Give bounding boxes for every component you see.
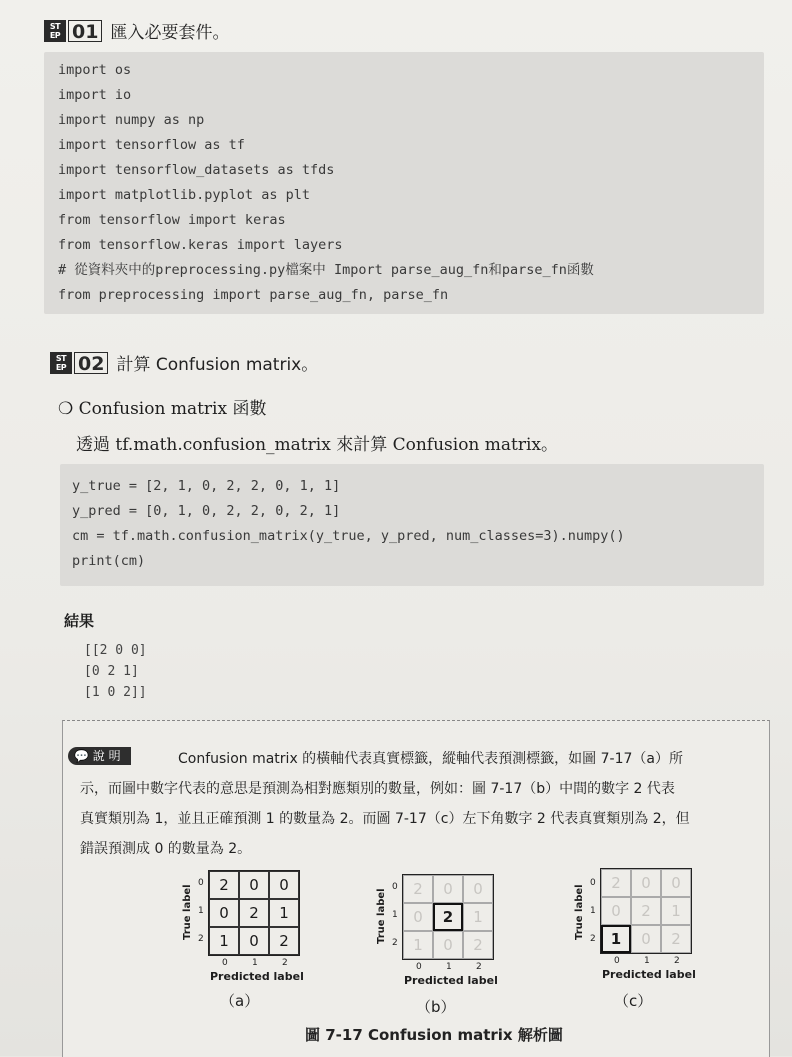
matrix-cell: 2: [269, 927, 299, 955]
step-badge-top: ST: [55, 353, 67, 363]
comment-part: parse_fn: [501, 262, 567, 278]
y-tick: 2: [198, 934, 204, 944]
y-axis-label: True label: [182, 884, 193, 940]
y-tick: 0: [392, 882, 398, 892]
y-tick: 2: [392, 938, 398, 948]
comment-part: 從資料夾中的: [74, 262, 156, 278]
step-number: 02: [74, 352, 108, 374]
matrix-cell: 0: [209, 899, 239, 927]
matrix-cell: 2: [209, 871, 239, 899]
step-title: 計算 Confusion matrix。: [116, 355, 319, 375]
confusion-matrix: [402, 874, 494, 960]
note-badge-label: 說 明: [92, 749, 121, 763]
figure-c: [570, 864, 720, 1014]
matrix-cell-highlighted: 2: [433, 903, 463, 931]
note-line: 示，而圖中數字代表的意思是預測為相對應類別的數量，例如：圖 7-17（b）中間的數字 2 代表: [80, 781, 675, 797]
comment-part: preprocessing.py: [155, 262, 286, 278]
step-badge: [44, 20, 66, 42]
matrix-cell: 0: [403, 903, 433, 931]
matrix-cell: 0: [601, 897, 631, 925]
comment-part: Import parse_aug_fn: [325, 262, 489, 278]
result-line: [0 2 1]: [84, 664, 139, 679]
step-badge: [50, 352, 72, 374]
x-tick: 2: [674, 956, 680, 966]
result-line: [[2 0 0]: [84, 643, 147, 658]
matrix-cell: 2: [661, 925, 691, 953]
x-axis-label: Predicted label: [602, 968, 696, 981]
code-line: import os: [58, 62, 132, 78]
figure-b: [372, 872, 522, 1022]
step-01-heading: [44, 18, 229, 43]
step-badge-bottom: EP: [55, 362, 67, 372]
subfigure-caption: （c）: [614, 992, 653, 1010]
code-block-confusion: [60, 464, 764, 586]
step-badge-bottom: EP: [49, 30, 61, 40]
x-axis-label: Predicted label: [404, 974, 498, 987]
note-line: 錯誤預測成 0 的數量為 2。: [80, 841, 252, 857]
code-line: y_pred = [0, 1, 0, 2, 2, 0, 2, 1]: [72, 503, 341, 519]
matrix-cell: 2: [631, 897, 661, 925]
code-line: y_true = [2, 1, 0, 2, 2, 0, 1, 1]: [72, 478, 341, 494]
code-line: import numpy as np: [58, 112, 205, 128]
code-line: import io: [58, 87, 132, 103]
subfigure-caption: （b）: [416, 998, 456, 1016]
y-tick: 1: [392, 910, 398, 920]
subfigure-caption: （a）: [220, 992, 260, 1010]
x-tick: 0: [614, 956, 620, 966]
body-paragraph: 透過 tf.math.confusion_matrix 來計算 Confusion matrix。: [76, 435, 559, 455]
y-axis-label: True label: [376, 888, 387, 944]
code-line: cm = tf.math.confusion_matrix(y_true, y_pred, num_classes=3).numpy(): [72, 528, 625, 544]
speech-bubble-icon: 💬: [74, 749, 89, 763]
confusion-matrix: [208, 870, 300, 956]
y-axis-label: True label: [574, 884, 585, 940]
code-block-imports: [44, 52, 764, 314]
x-tick: 1: [644, 956, 650, 966]
code-line: import tensorflow as tf: [58, 137, 245, 153]
matrix-cell: 0: [631, 925, 661, 953]
result-output: [84, 640, 147, 703]
y-tick: 2: [590, 934, 596, 944]
x-tick: 1: [252, 958, 258, 968]
matrix-cell: 0: [239, 871, 269, 899]
comment-part: 函數: [566, 262, 594, 278]
code-line: from preprocessing import parse_aug_fn, parse_fn: [58, 287, 449, 303]
step-number: 01: [68, 20, 102, 42]
y-tick: 1: [198, 906, 204, 916]
code-line: from tensorflow.keras import layers: [58, 237, 343, 253]
result-label: 結果: [64, 612, 95, 630]
x-axis-label: Predicted label: [210, 970, 304, 983]
matrix-cell: 0: [239, 927, 269, 955]
matrix-cell: 0: [269, 871, 299, 899]
matrix-cell: 1: [403, 931, 433, 959]
matrix-cell: 1: [269, 899, 299, 927]
matrix-cell: 0: [463, 875, 493, 903]
y-tick: 1: [590, 906, 596, 916]
matrix-cell: 0: [661, 869, 691, 897]
code-line: from tensorflow import keras: [58, 212, 286, 228]
matrix-cell: 0: [631, 869, 661, 897]
code-comment-line: [58, 258, 594, 283]
x-tick: 0: [222, 958, 228, 968]
matrix-cell: 2: [403, 875, 433, 903]
step-02-heading: [50, 350, 318, 375]
matrix-cell: 1: [661, 897, 691, 925]
comment-part: 檔案中: [285, 262, 326, 278]
step-title: 匯入必要套件。: [110, 23, 230, 43]
code-line: import matplotlib.pyplot as plt: [58, 187, 310, 203]
section-subhead: ❍ Confusion matrix 函數: [58, 399, 267, 419]
code-line: import tensorflow_datasets as tfds: [58, 162, 335, 178]
code-line: print(cm): [72, 553, 146, 569]
x-tick: 1: [446, 962, 452, 972]
matrix-cell: 2: [463, 931, 493, 959]
matrix-cell: 2: [239, 899, 269, 927]
x-tick: 2: [282, 958, 288, 968]
x-tick: 0: [416, 962, 422, 972]
note-line: 真實類別為 1，並且正確預測 1 的數量為 2。而圖 7-17（c）左下角數字 2 代表真實類別為 2，但: [80, 811, 690, 827]
y-tick: 0: [198, 878, 204, 888]
figure-caption: 圖 7-17 Confusion matrix 解析圖: [305, 1026, 563, 1044]
matrix-cell-highlighted: 1: [601, 925, 631, 953]
confusion-matrix: [600, 868, 692, 954]
step-badge-top: ST: [49, 21, 61, 31]
comment-part: #: [58, 262, 75, 278]
y-tick: 0: [590, 878, 596, 888]
x-tick: 2: [476, 962, 482, 972]
matrix-cell: 1: [209, 927, 239, 955]
matrix-cell: 0: [433, 931, 463, 959]
matrix-cell: 2: [601, 869, 631, 897]
result-line: [1 0 2]]: [84, 685, 147, 700]
comment-part: 和: [488, 262, 502, 278]
matrix-cell: 0: [433, 875, 463, 903]
figure-a: [178, 868, 328, 1018]
matrix-cell: 1: [463, 903, 493, 931]
note-badge: [68, 747, 131, 765]
note-line: Confusion matrix 的橫軸代表真實標籤，縱軸代表預測標籤，如圖 7-17（a）所: [178, 751, 683, 767]
